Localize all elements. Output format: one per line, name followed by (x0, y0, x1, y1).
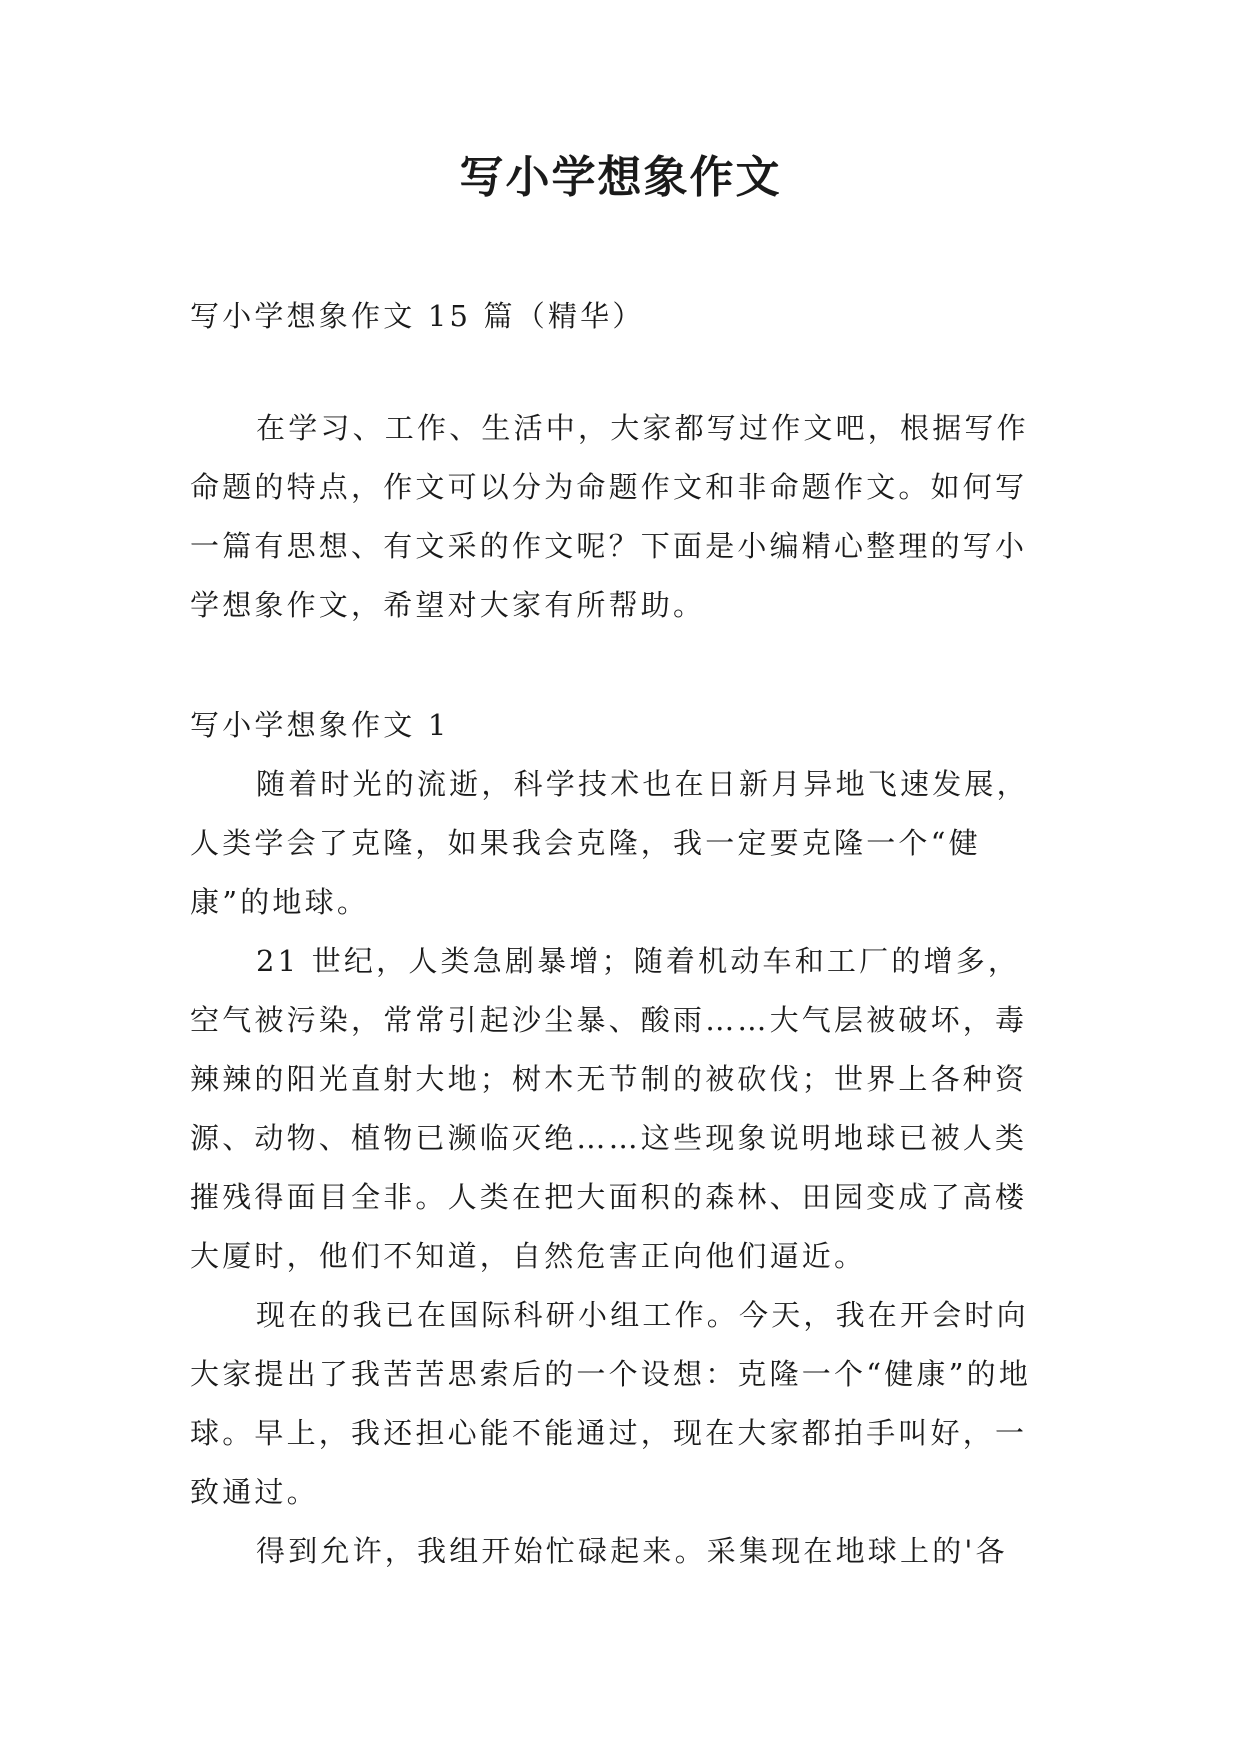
document-subtitle: 写小学想象作文 15 篇（精华） (190, 299, 645, 333)
section-heading: 写小学想象作文 1 (190, 708, 450, 742)
essay-paragraph-2: 21 世纪，人类急剧暴增；随着机动车和工厂的增多，空气被污染，常常引起沙尘暴、酸雨……大气层被破坏，毒辣辣的阳光直射大地；树木无节制的被砍伐；世界上各种资源、动物、植物已濒临灭绝……这些现象说明地球已被人类摧残得面目全非。人类在把大面积的森林、田园变成了高楼大厦时，他们不知道，自然危害正向他们逼近。 (190, 944, 1028, 1273)
essay-paragraph-1: 随着时光的流逝，科学技术也在日新月异地飞速发展，人类学会了克隆，如果我会克隆，我一定要克隆一个“健康”的地球。 (190, 767, 1029, 919)
essay-body (190, 755, 1050, 1581)
document-title: 写小学想象作文 (459, 152, 782, 203)
intro-paragraph: 在学习、工作、生活中，大家都写过作文吧，根据写作命题的特点，作文可以分为命题作文和非命题作文。如何写一篇有思想、有文采的作文呢？下面是小编精心整理的写小学想象作文，希望对大家有所帮助。 (190, 411, 1029, 622)
essay-paragraph-3: 现在的我已在国际科研小组工作。今天，我在开会时向大家提出了我苦苦思索后的一个设想：克隆一个“健康”的地球。早上，我还担心能不能通过，现在大家都拍手叫好，一致通过。 (190, 1298, 1032, 1509)
essay-paragraph-4: 得到允许，我组开始忙碌起来。采集现在地球上的'各 (256, 1534, 1008, 1568)
